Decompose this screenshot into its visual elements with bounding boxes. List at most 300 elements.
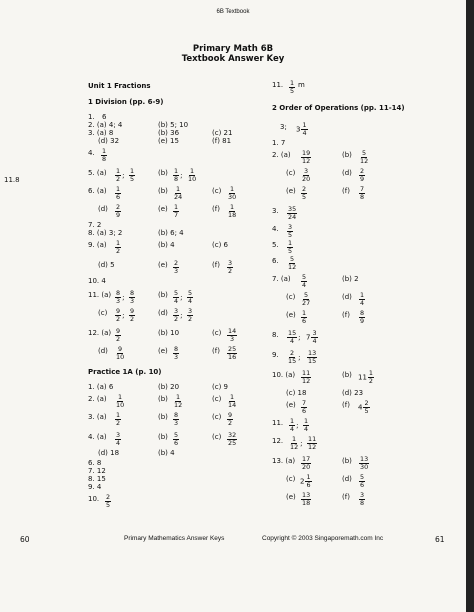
answer-text: (f) bbox=[342, 311, 350, 319]
numerator: 1 bbox=[130, 167, 135, 175]
answer-text: 4. bbox=[88, 149, 95, 157]
fraction bbox=[359, 456, 369, 471]
answer-text: (d) bbox=[342, 169, 352, 177]
denominator: 2 bbox=[116, 419, 121, 427]
answer-fraction bbox=[286, 256, 298, 271]
answer-text: (e) bbox=[286, 187, 296, 195]
separator: ; bbox=[300, 439, 303, 448]
denominator: 5 bbox=[106, 501, 111, 509]
numerator: 32 bbox=[228, 431, 237, 439]
answer-mixed-number bbox=[358, 370, 375, 385]
denominator: 6 bbox=[116, 193, 121, 201]
fraction bbox=[301, 292, 311, 307]
fraction bbox=[115, 328, 121, 343]
answer-fraction bbox=[128, 290, 136, 305]
answer-text: 11. bbox=[272, 419, 284, 427]
numerator: 1 bbox=[174, 167, 179, 175]
fraction bbox=[301, 400, 307, 415]
numerator: 3 bbox=[312, 329, 317, 337]
numerator: 2 bbox=[174, 259, 179, 267]
answer-text: (d) bbox=[98, 347, 108, 355]
numerator: 2 bbox=[364, 399, 369, 407]
answer-text: 11. (a) bbox=[88, 291, 112, 299]
denominator: 5 bbox=[288, 247, 293, 255]
answer-text: (b) bbox=[342, 457, 352, 465]
answer-fraction bbox=[300, 400, 308, 415]
fraction bbox=[287, 240, 293, 255]
answer-text: 5. bbox=[272, 241, 279, 249]
answer-fraction bbox=[300, 370, 312, 385]
denominator: 4 bbox=[174, 297, 179, 305]
answer-text: (e) bbox=[286, 493, 296, 501]
numerator: 9 bbox=[228, 411, 233, 419]
numerator: 5 bbox=[188, 289, 193, 297]
answer-fraction bbox=[358, 310, 366, 325]
answer-fraction bbox=[286, 350, 301, 365]
answer-mixed-number bbox=[358, 400, 371, 415]
whole-number: 11 bbox=[358, 373, 367, 382]
answer-text: (c) 6 bbox=[212, 241, 228, 249]
numerator: 11 bbox=[302, 369, 311, 377]
numerator: 2 bbox=[106, 493, 111, 501]
answer-fraction bbox=[128, 168, 136, 183]
numerator: 19 bbox=[302, 149, 311, 157]
fraction bbox=[307, 436, 317, 451]
answer-fraction bbox=[114, 394, 126, 409]
fraction bbox=[115, 412, 121, 427]
numerator: 1 bbox=[290, 79, 295, 87]
denominator: 7 bbox=[174, 211, 179, 219]
answer-fraction bbox=[100, 148, 108, 163]
numerator: 3 bbox=[116, 431, 121, 439]
numerator: 5 bbox=[362, 149, 367, 157]
numerator: 1 bbox=[288, 239, 293, 247]
answer-text: (c) bbox=[212, 329, 222, 337]
answer-text: 1. (a) 6 bbox=[88, 383, 114, 391]
answer-text: (e) bbox=[158, 347, 168, 355]
left-page-number: 60 bbox=[20, 535, 30, 544]
denominator: 18 bbox=[228, 211, 237, 219]
page-subtitle: Textbook Answer Key bbox=[181, 54, 285, 64]
denominator: 12 bbox=[302, 377, 311, 385]
denominator: 10 bbox=[116, 401, 125, 409]
numerator: 1 bbox=[292, 435, 297, 443]
denominator: 12 bbox=[360, 157, 369, 165]
whole-number: 3 bbox=[296, 125, 301, 134]
fraction bbox=[105, 494, 111, 509]
numerator: 1 bbox=[230, 185, 235, 193]
answer-fraction bbox=[172, 412, 180, 427]
answer-fraction bbox=[286, 330, 301, 345]
answer-fraction bbox=[300, 310, 308, 325]
answer-fraction bbox=[186, 290, 194, 305]
fraction bbox=[359, 292, 365, 307]
fraction bbox=[129, 290, 135, 305]
answer-text: 1. bbox=[88, 113, 95, 121]
fraction bbox=[227, 432, 237, 447]
answer-fraction bbox=[172, 308, 182, 323]
answer-text: 9. 4 bbox=[88, 483, 102, 491]
answer-fraction bbox=[172, 186, 184, 201]
numerator: 2 bbox=[360, 167, 365, 175]
denominator: 2 bbox=[228, 267, 233, 275]
fraction bbox=[289, 418, 295, 433]
fraction bbox=[173, 432, 179, 447]
denominator: 2 bbox=[174, 315, 179, 323]
answer-text: 8. 15 bbox=[88, 475, 106, 483]
fraction bbox=[115, 204, 121, 219]
answer-fraction bbox=[288, 436, 303, 451]
numerator: 3 bbox=[360, 491, 365, 499]
numerator: 1 bbox=[176, 393, 181, 401]
answer-fraction bbox=[226, 260, 234, 275]
denominator: 10 bbox=[116, 353, 125, 361]
answer-text: 8. bbox=[272, 331, 279, 339]
numerator: 1 bbox=[116, 167, 121, 175]
fraction bbox=[301, 310, 307, 325]
denominator: 16 bbox=[228, 353, 237, 361]
denominator: 12 bbox=[290, 443, 299, 451]
fraction bbox=[301, 274, 307, 289]
answer-text: 12. (a) bbox=[88, 329, 112, 337]
numerator: 1 bbox=[302, 309, 307, 317]
answer-text: (d) bbox=[342, 475, 352, 483]
answer-fraction bbox=[186, 308, 194, 323]
answer-fraction bbox=[358, 492, 366, 507]
denominator: 6 bbox=[302, 407, 307, 415]
fraction bbox=[115, 432, 121, 447]
fraction bbox=[359, 492, 365, 507]
fraction bbox=[301, 492, 311, 507]
answer-text: (c) 21 bbox=[212, 129, 233, 137]
numerator: 8 bbox=[360, 309, 365, 317]
numerator: 13 bbox=[360, 455, 369, 463]
numerator: 5 bbox=[302, 273, 307, 281]
answer-text: (c) 18 bbox=[286, 389, 307, 397]
fraction bbox=[287, 350, 297, 365]
numerator: 3 bbox=[188, 307, 193, 315]
answer-fraction bbox=[172, 168, 182, 183]
answer-text: (d) 5 bbox=[98, 261, 115, 269]
answer-text: (b) bbox=[158, 169, 168, 177]
answer-fraction bbox=[300, 492, 312, 507]
fraction bbox=[287, 330, 297, 345]
header-textbook: 6B Textbook bbox=[216, 9, 250, 15]
denominator: 4 bbox=[360, 299, 365, 307]
page-edge-shadow bbox=[466, 0, 474, 612]
fraction bbox=[187, 168, 197, 183]
fraction bbox=[115, 308, 121, 323]
answer-text: (f) bbox=[212, 261, 220, 269]
denominator: 6 bbox=[306, 481, 311, 489]
answer-text: (c) 9 bbox=[212, 383, 228, 391]
answer-mixed-number bbox=[306, 330, 319, 345]
denominator: 25 bbox=[228, 439, 237, 447]
numerator: 5 bbox=[304, 291, 309, 299]
fraction bbox=[115, 240, 121, 255]
separator: ; bbox=[122, 171, 125, 180]
fraction bbox=[287, 256, 297, 271]
answer-fraction bbox=[358, 456, 370, 471]
separator: ; bbox=[298, 333, 301, 342]
fraction bbox=[301, 370, 311, 385]
answer-fraction bbox=[114, 186, 122, 201]
fraction bbox=[115, 346, 125, 361]
numerator: 1 bbox=[116, 239, 121, 247]
section-title-order-of-operations: 2 Order of Operations (pp. 11-14) bbox=[272, 104, 405, 112]
answer-fraction bbox=[226, 328, 238, 343]
answer-fraction bbox=[114, 168, 124, 183]
denominator: 5 bbox=[302, 193, 307, 201]
numerator: 14 bbox=[228, 327, 237, 335]
fraction bbox=[227, 412, 233, 427]
answer-fraction bbox=[172, 346, 180, 361]
answer-text: (b) 4 bbox=[158, 241, 175, 249]
answer-text: (b) 36 bbox=[158, 129, 180, 137]
denominator: 4 bbox=[188, 297, 193, 305]
answer-fraction bbox=[286, 224, 294, 239]
numerator: 35 bbox=[288, 205, 297, 213]
separator: ; bbox=[122, 293, 125, 302]
fraction bbox=[305, 474, 311, 489]
answer-text: 6. bbox=[272, 257, 279, 265]
answer-fraction bbox=[172, 260, 180, 275]
denominator: 2 bbox=[188, 315, 193, 323]
denominator: 27 bbox=[302, 299, 311, 307]
answer-text: 3; bbox=[280, 123, 287, 131]
denominator: 2 bbox=[116, 315, 121, 323]
numerator: 9 bbox=[130, 307, 135, 315]
fraction bbox=[227, 204, 237, 219]
numerator: 13 bbox=[302, 491, 311, 499]
answer-text: (b) bbox=[342, 151, 352, 159]
answer-fraction bbox=[114, 290, 124, 305]
numerator: 8 bbox=[116, 289, 121, 297]
numerator: 9 bbox=[116, 307, 121, 315]
answer-text: 2. (a) bbox=[88, 395, 107, 403]
fraction bbox=[301, 168, 311, 183]
answer-text: (c) bbox=[98, 309, 108, 317]
denominator: 30 bbox=[360, 463, 369, 471]
numerator: 8 bbox=[174, 345, 179, 353]
numerator: 1 bbox=[304, 417, 309, 425]
fraction bbox=[173, 204, 179, 219]
answer-text: (b) bbox=[158, 395, 168, 403]
denominator: 30 bbox=[228, 193, 237, 201]
answer-text: 9. (a) bbox=[88, 241, 107, 249]
answer-text: 10. 4 bbox=[88, 277, 106, 285]
answer-text: 7. 2 bbox=[88, 221, 102, 229]
answer-fraction bbox=[114, 240, 122, 255]
answer-fraction bbox=[114, 204, 122, 219]
denominator: 8 bbox=[102, 155, 107, 163]
answer-text: (f) bbox=[342, 187, 350, 195]
separator: ; bbox=[298, 353, 301, 362]
answer-fraction bbox=[226, 412, 234, 427]
numerator: 2 bbox=[116, 203, 121, 211]
denominator: 4 bbox=[302, 129, 307, 137]
answer-text: 8. (a) 3; 2 bbox=[88, 229, 123, 237]
answer-fraction bbox=[288, 418, 298, 433]
answer-text: (d) bbox=[158, 309, 168, 317]
answer-text: 13. (a) bbox=[272, 457, 296, 465]
answer-fraction bbox=[114, 412, 122, 427]
denominator: 4 bbox=[116, 439, 121, 447]
answer-text: 4. (a) bbox=[88, 433, 107, 441]
numerator: 7 bbox=[360, 185, 365, 193]
numerator: 1 bbox=[306, 473, 311, 481]
answer-text: (b) 5; 10 bbox=[158, 121, 189, 129]
fraction bbox=[301, 186, 307, 201]
numerator: 7 bbox=[302, 399, 307, 407]
right-page-number: 61 bbox=[435, 535, 445, 544]
fraction bbox=[115, 290, 121, 305]
fraction bbox=[129, 308, 135, 323]
numerator: 1 bbox=[116, 185, 121, 193]
numerator: 1 bbox=[290, 417, 295, 425]
whole-number: 2 bbox=[300, 477, 305, 486]
fraction bbox=[115, 168, 121, 183]
answer-fraction bbox=[300, 186, 308, 201]
answer-text: (b) 4 bbox=[158, 449, 175, 457]
denominator: 2 bbox=[368, 377, 373, 385]
fraction bbox=[359, 168, 365, 183]
denominator: 15 bbox=[288, 357, 297, 365]
fraction bbox=[173, 168, 179, 183]
section-title-practice-1a: Practice 1A (p. 10) bbox=[88, 368, 162, 376]
denominator: 6 bbox=[360, 481, 365, 489]
numerator: 3 bbox=[174, 307, 179, 315]
answer-text: (e) bbox=[158, 261, 168, 269]
denominator: 3 bbox=[116, 297, 121, 305]
fraction bbox=[227, 186, 237, 201]
fraction bbox=[227, 328, 237, 343]
answer-text: (b) bbox=[158, 433, 168, 441]
numerator: 1 bbox=[368, 369, 373, 377]
numerator: 3 bbox=[288, 223, 293, 231]
numerator: 5 bbox=[360, 473, 365, 481]
denominator: 4 bbox=[290, 425, 295, 433]
footer-copyright: Copyright © 2003 Singaporemath.com Inc bbox=[262, 535, 384, 542]
answer-fraction bbox=[172, 290, 182, 305]
denominator: 24 bbox=[174, 193, 183, 201]
numerator: 1 bbox=[360, 291, 365, 299]
numerator: 1 bbox=[190, 167, 195, 175]
answer-fraction bbox=[358, 186, 366, 201]
answer-text: (b) 2 bbox=[342, 275, 359, 283]
answer-text: 12. bbox=[272, 437, 284, 445]
fraction bbox=[129, 168, 135, 183]
answer-text: (e) bbox=[286, 311, 296, 319]
denominator: 5 bbox=[290, 87, 295, 95]
answer-text: (d) 18 bbox=[98, 449, 120, 457]
answer-text: (c) bbox=[286, 169, 296, 177]
answer-fraction bbox=[114, 328, 122, 343]
denominator: 18 bbox=[302, 499, 311, 507]
answer-text: (d) bbox=[342, 293, 352, 301]
separator: ; bbox=[180, 171, 183, 180]
denominator: 12 bbox=[302, 157, 311, 165]
answer-fraction bbox=[114, 432, 122, 447]
denominator: 2 bbox=[228, 419, 233, 427]
denominator: 5 bbox=[364, 407, 369, 415]
fraction bbox=[301, 122, 307, 137]
numerator: 1 bbox=[102, 147, 107, 155]
numerator: 5 bbox=[290, 255, 295, 263]
denominator: 14 bbox=[228, 401, 237, 409]
answer-fraction bbox=[286, 206, 298, 221]
answer-text: (b) bbox=[342, 371, 352, 379]
denominator: 3 bbox=[174, 419, 179, 427]
answer-fraction bbox=[300, 168, 312, 183]
answer-fraction bbox=[226, 204, 238, 219]
denominator: 6 bbox=[174, 439, 179, 447]
fraction bbox=[115, 186, 121, 201]
denominator: 8 bbox=[360, 193, 365, 201]
answer-text: 10. bbox=[88, 495, 100, 503]
answer-text: 3. (a) 8 bbox=[88, 129, 114, 137]
numerator: 3 bbox=[304, 167, 309, 175]
answer-text: (c) bbox=[212, 187, 222, 195]
answer-text: (b) bbox=[158, 291, 168, 299]
numerator: 8 bbox=[130, 289, 135, 297]
denominator: 15 bbox=[308, 357, 317, 365]
numerator: 1 bbox=[116, 411, 121, 419]
answer-text: 7. (a) bbox=[272, 275, 291, 283]
denominator: 12 bbox=[288, 263, 297, 271]
answer-text: (e) bbox=[286, 401, 296, 409]
numerator: 1 bbox=[174, 203, 179, 211]
denominator: 12 bbox=[174, 401, 183, 409]
fraction bbox=[287, 224, 293, 239]
denominator: 9 bbox=[360, 317, 365, 325]
fraction bbox=[187, 308, 193, 323]
denominator: 4 bbox=[312, 337, 317, 345]
answer-text: 9. bbox=[272, 351, 279, 359]
fraction bbox=[368, 370, 374, 385]
numerator: 8 bbox=[174, 411, 179, 419]
answer-text: 3. (a) bbox=[88, 413, 107, 421]
answer-fraction bbox=[358, 168, 366, 183]
answer-text: 3. bbox=[272, 207, 279, 215]
answer-fraction bbox=[306, 436, 318, 451]
answer-text: (d) 23 bbox=[342, 389, 364, 397]
numerator: 5 bbox=[174, 289, 179, 297]
answer-text: (b) bbox=[158, 413, 168, 421]
answer-fraction bbox=[128, 308, 136, 323]
fraction bbox=[173, 186, 183, 201]
numerator: 11 bbox=[308, 435, 317, 443]
answer-fraction bbox=[300, 456, 312, 471]
fraction bbox=[359, 474, 365, 489]
fraction bbox=[289, 80, 295, 95]
denominator: 9 bbox=[360, 175, 365, 183]
numerator: 9 bbox=[118, 345, 123, 353]
denominator: 20 bbox=[302, 175, 311, 183]
fraction bbox=[101, 148, 107, 163]
separator: ; bbox=[180, 311, 183, 320]
answer-text: (f) bbox=[212, 347, 220, 355]
fraction bbox=[359, 186, 365, 201]
denominator: 8 bbox=[360, 499, 365, 507]
numerator: 1 bbox=[118, 393, 123, 401]
fraction bbox=[359, 310, 365, 325]
answer-fraction bbox=[226, 394, 238, 409]
answer-text: 7. 12 bbox=[88, 467, 106, 475]
fraction bbox=[363, 400, 369, 415]
fraction bbox=[301, 456, 311, 471]
answer-text: (b) bbox=[158, 187, 168, 195]
